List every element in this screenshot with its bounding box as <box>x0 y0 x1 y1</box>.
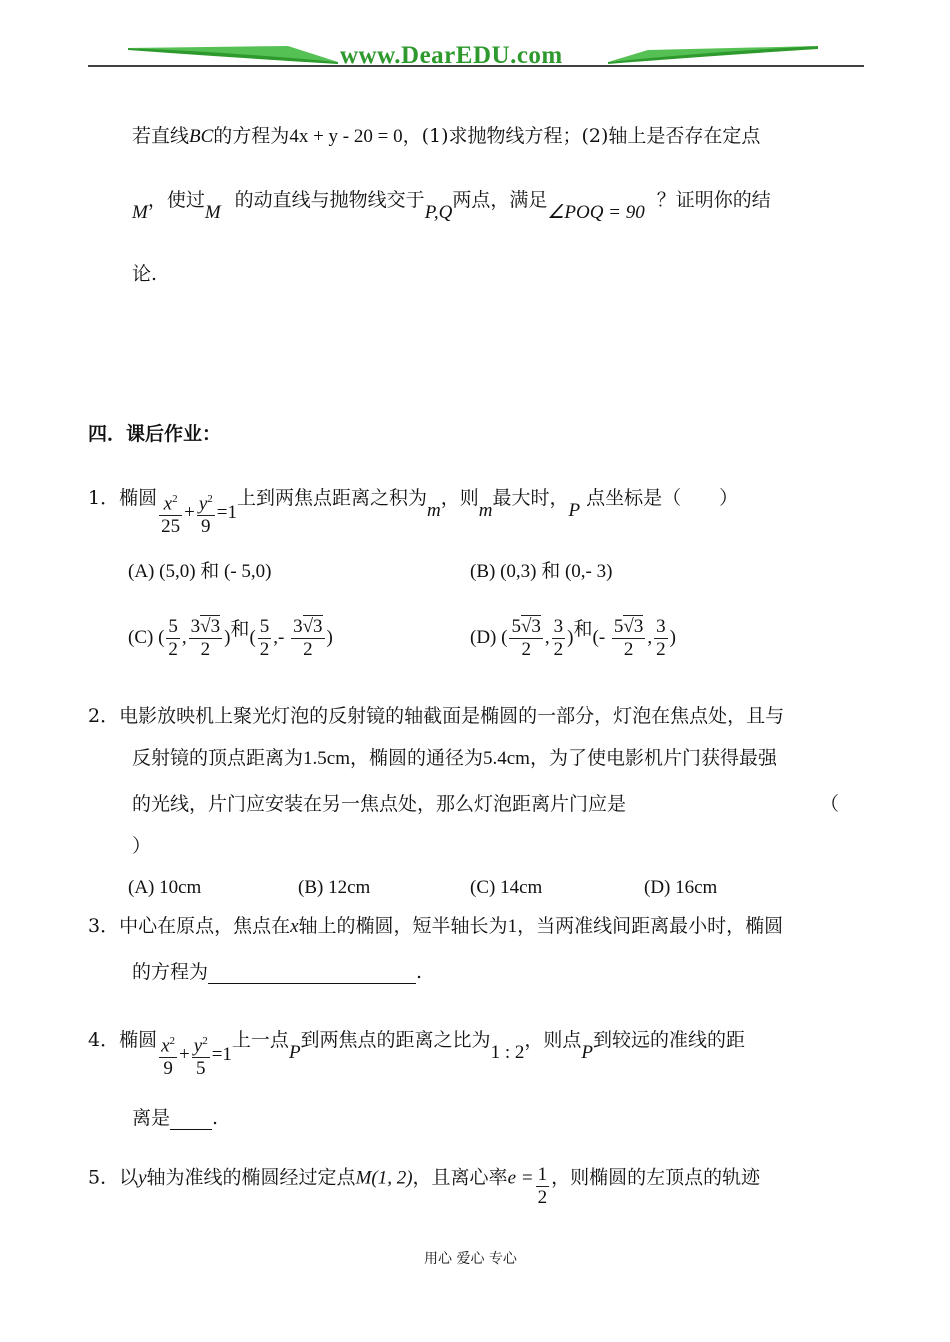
numerator: 1 <box>537 1164 548 1185</box>
question-4-stem: 4．椭圆 $\frac{x^2}{9}$ + $\frac{y^2}{5}$ =1上一点P到两焦点的距离之比为1 : 2，则点P到较远的准线的距 <box>88 1029 745 1080</box>
equals-one: =1 <box>211 1044 232 1066</box>
fraction-one-half <box>536 1164 550 1209</box>
text: 反射镜的顶点距离为 <box>132 747 304 769</box>
text: 轴上的椭圆，短半轴长为 <box>298 915 508 937</box>
text: 上到两焦点距离之积为 <box>236 487 427 510</box>
section-title: 四．课后作业： <box>88 423 222 445</box>
numerator: x <box>163 493 173 515</box>
question-number: 1． <box>88 487 120 510</box>
text: 中心在原点，焦点在 <box>119 915 291 937</box>
math-p: P <box>581 1042 593 1064</box>
text: ，且离心率 <box>412 1166 508 1189</box>
text: 点坐标是（ ） <box>586 487 739 510</box>
text: 的方程为 <box>213 125 290 147</box>
math-e: e = <box>507 1167 534 1189</box>
text: . <box>212 1107 219 1129</box>
text: 上一点 <box>231 1029 289 1052</box>
question-2-paren-close: ） <box>132 835 152 857</box>
text: ，当两准线间距离最小时，椭圆 <box>517 915 784 937</box>
math-angle: ∠POQ = 90 <box>547 202 645 223</box>
numerator: x <box>161 1035 170 1057</box>
value-distance: 1.5cm <box>303 748 350 769</box>
math-m: m <box>478 500 493 522</box>
denominator: 5 <box>195 1058 206 1080</box>
question-2-option-b: (B) 12cm <box>298 877 371 898</box>
text: ，则椭圆的左顶点的轨迹 <box>551 1166 761 1189</box>
text: 离是 <box>132 1107 171 1129</box>
text: ，使过 <box>147 189 205 211</box>
text: ，为了使电影机片门获得最强 <box>529 747 777 769</box>
text: 最大时， <box>492 487 569 510</box>
fraction-y2-5: $\frac{y^2}{5}$ <box>192 1030 210 1080</box>
numerator: y <box>193 1035 203 1057</box>
text: ，则点 <box>524 1029 582 1052</box>
question-number: 2． <box>88 705 120 727</box>
math-equation: 4x + y - 20 = 0 <box>289 126 403 147</box>
question-number: 3． <box>88 915 120 937</box>
text: 若直线 <box>132 125 190 147</box>
question-number: 4． <box>88 1029 120 1052</box>
question-3-line-2 <box>132 960 422 984</box>
question-2-line-3: 的光线，片门应安装在另一焦点处，那么灯泡距离片门应是 <box>132 793 627 815</box>
numerator: y <box>198 493 208 515</box>
question-1-option-c: (C) ( $\frac{5}{2}$ , $\frac{3√3}{2}$ )和( $\frac{5}{2}$ ,- $\frac{3√3}{2}$ ) <box>128 616 333 660</box>
math-m: M <box>204 202 221 223</box>
question-2-option-c: (C) 14cm <box>470 877 543 898</box>
question-5-stem <box>88 1156 761 1208</box>
math-m: m <box>427 500 441 522</box>
question-1-stem <box>88 474 739 538</box>
option-label: (D) <box>470 626 497 648</box>
math-m: M <box>132 202 148 223</box>
text: ，椭圆的通径为 <box>349 747 483 769</box>
text: 的动直线与抛物线交于 <box>234 189 425 211</box>
question-number: 5． <box>88 1166 120 1189</box>
denominator: 9 <box>163 1058 173 1080</box>
text: ，则 <box>440 487 479 510</box>
text: 以 <box>119 1166 139 1189</box>
text: 到两焦点的距离之比为 <box>300 1029 491 1052</box>
option-label: (C) <box>128 626 154 648</box>
equals-one: =1 <box>216 502 237 524</box>
denominator: 9 <box>201 516 211 538</box>
text: 两点，满足 <box>452 189 548 211</box>
fraction-y2-9: $\frac{y^2}{9}$ <box>197 488 215 538</box>
question-4-line-2 <box>132 1106 218 1130</box>
text: 的方程为 <box>132 961 209 983</box>
math-point-m: M(1, 2) <box>355 1167 413 1189</box>
question-2-line-1 <box>88 704 784 728</box>
text-and: 和 <box>230 617 250 640</box>
footer-text: 用心 爱心 专心 <box>424 1251 517 1267</box>
text: ？证明你的结 <box>656 189 771 211</box>
text: 电影放映机上聚光灯泡的反射镜的轴截面是椭圆的一部分，灯泡在焦点处，且与 <box>119 705 785 727</box>
fraction-x2-9: $\frac{x^2}{9}$ <box>159 1030 177 1080</box>
denominator: 2 <box>537 1187 548 1208</box>
text: . <box>416 961 423 983</box>
site-logo-text: www.DearEDU.com <box>340 42 563 69</box>
math-x: x <box>290 916 299 937</box>
math-bc: BC <box>189 126 214 147</box>
question-3-line-1 <box>88 914 783 939</box>
answer-blank[interactable] <box>208 963 416 984</box>
question-2-option-a: (A) 10cm <box>128 877 202 898</box>
math-p: P <box>288 1042 301 1064</box>
text: 椭圆 <box>119 1029 158 1052</box>
plus-sign: + <box>184 502 195 524</box>
question-1-option-d: (D) ( $\frac{5√3}{2}$ , $\frac{3}{2}$ )和(- $\frac{5√3}{2}$ , $\frac{3}{2}$ ) <box>470 616 676 660</box>
text-and: 和 <box>573 617 593 640</box>
value-ratio: 1 : 2 <box>490 1042 525 1064</box>
fraction-x2-25: $\frac{x^2}{25}$ <box>159 488 182 538</box>
continuation-line-3: 论. <box>132 263 158 285</box>
text: 轴为准线的椭圆经过定点 <box>146 1166 356 1189</box>
text: 椭圆 <box>119 487 158 510</box>
continuation-line-2 <box>132 188 771 223</box>
value-one: 1 <box>507 916 518 937</box>
question-1-option-b: (B) (0,3) 和 (0,- 3) <box>470 561 613 582</box>
answer-blank[interactable] <box>170 1109 212 1130</box>
question-2-option-d: (D) 16cm <box>644 877 718 898</box>
question-2-paren-open: （ <box>820 793 840 815</box>
denominator: 25 <box>161 516 181 538</box>
question-1-option-a: (A) (5,0) 和 (- 5,0) <box>128 561 272 582</box>
continuation-line-1 <box>132 124 760 149</box>
value-latus-rectum: 5.4cm <box>483 748 530 769</box>
text: 到较远的准线的距 <box>592 1029 745 1052</box>
math-p: P <box>568 500 581 522</box>
text: ，(1)求抛物线方程；(2)轴上是否存在定点 <box>402 125 761 147</box>
math-y: y <box>138 1167 147 1189</box>
question-2-line-2 <box>132 746 777 771</box>
math-pq: P,Q <box>424 202 453 223</box>
